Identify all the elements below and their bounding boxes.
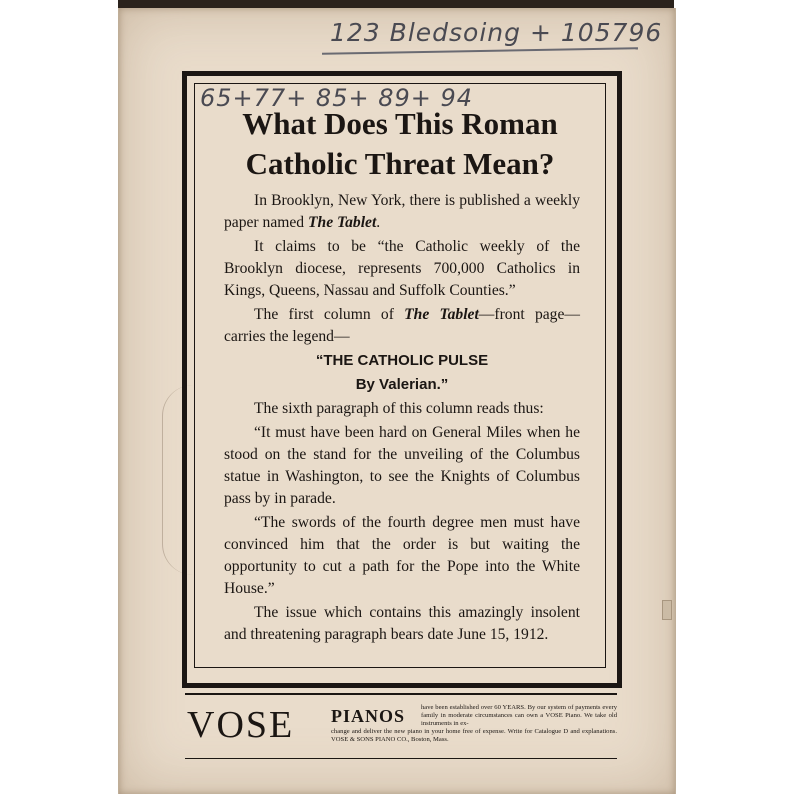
legend-title: “THE CATHOLIC PULSE [315, 352, 489, 369]
paragraph-1-text: In Brooklyn, New York, there is published a weekly paper named The Tablet. [224, 192, 580, 231]
handwritten-note-frame: 65+77+ 85+ 89+ 94 [200, 84, 474, 112]
paragraph-1 [224, 190, 580, 234]
paragraph-6: The sixth paragraph of this column reads thus: [254, 400, 544, 417]
article-headline: What Does This Roman Catholic Threat Mean? [242, 106, 558, 181]
ad-copy-bottom: change and deliver the new piano in your home free of expense. Write for Catalogue D and explanations. VOSE & SONS PIANO CO., Boston, Mass. [331, 728, 617, 743]
paragraph-3 [224, 304, 580, 348]
paragraph-9: The issue which contains this amazingly insolent and threatening paragraph bears date June 15, 1912. [224, 604, 580, 643]
ad-top-rule [185, 693, 617, 695]
paragraph-8: “The swords of the fourth degree men must have convinced him that the order is but waiting the opportunity to cut a path for the Pope into the White House.” [224, 514, 580, 597]
paragraph-7: “It must have been hard on General Miles when he stood on the stand for the unveiling of the Columbus statue in Washington, to see the Knights of Columbus pass by in parade. [224, 424, 580, 507]
legend-byline: By Valerian.” [355, 376, 449, 393]
ad-copy-right: have been established over 60 YEARS. By our system of payments every family in moderate circumstances can own a VOSE Piano. We take old instruments in ex- [421, 704, 617, 727]
paragraph-2: It claims to be “the Catholic weekly of the Brooklyn diocese, represents 700,000 Catholics in Kings, Queens, Nassau and Suffolk Counties.” [224, 238, 580, 299]
page-tab [662, 600, 672, 620]
vose-brand: VOSE [187, 704, 295, 746]
pianos-label: PIANOS [331, 706, 406, 726]
ad-bottom-rule [185, 758, 617, 759]
paragraph-3-text: The first column of The Tablet—front page—carries the legend— [224, 306, 580, 345]
article-body [224, 190, 580, 648]
handwritten-note-top: 123 Bledsoing + 105796 [330, 18, 663, 47]
